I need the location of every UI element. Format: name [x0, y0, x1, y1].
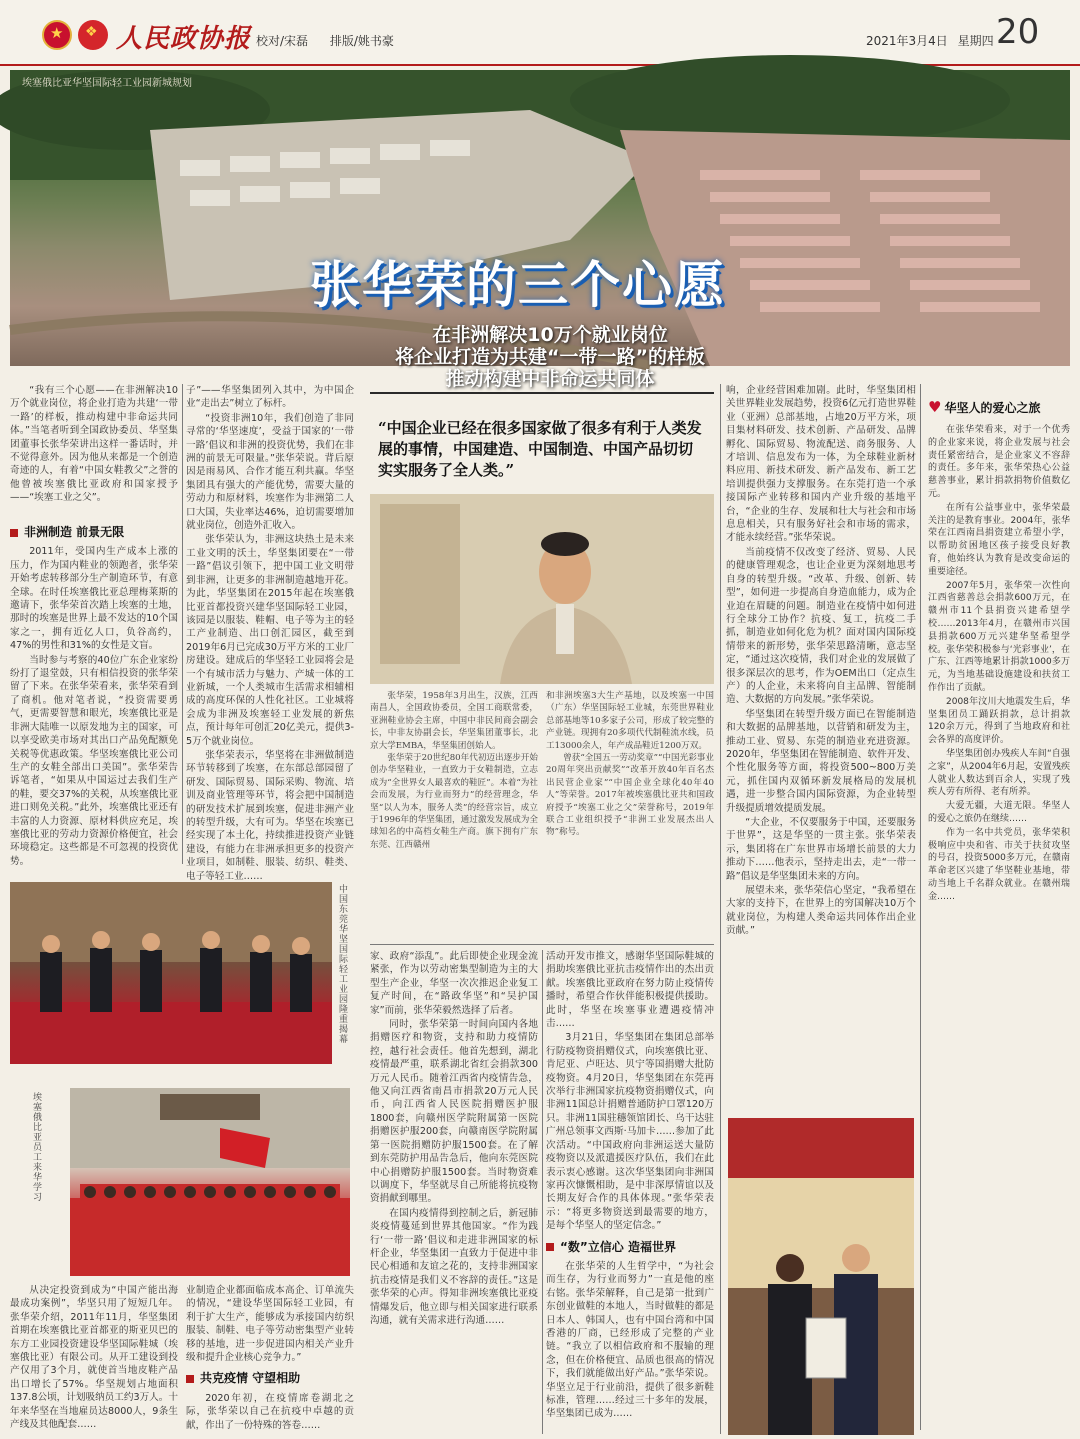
paragraph: 张华荣表示，华坚将在非洲做制造环节转移到了埃塞，在东部总部园留了研发、国际贸易、国际采购、物流、培训及商业管理等环节，将会把中国制造的研发技术扩展到埃塞，促进非洲产业的转型升级，大有可为。华坚在埃塞已经实现了本土化，持续推进投资产业链建设，有能力在非洲承担更多的投资产业项目，如制鞋、服装、纺织、鞋类、电子等轻工业……	[186, 749, 354, 882]
bio-column-left	[370, 690, 538, 940]
paragraph: 在张华荣的人生哲学中，“为社会而生存，为行业而努力”一直是他的座右铭。张华荣解释，自己是第一批到广东创业做鞋的本地人，当时做鞋的都是日本人、韩国人，也有中国台湾和中国香港的厂商，已经形成了完整的产业链。“我立了以相信政府和不服输的理念，但在价格便宜、品质也很高的情况下，我们就能做出好产品。”张华荣说。华坚立足于行业前沿，提供了很多新鞋标准，管理……经过三十多年的发展，华坚集团已成为……	[546, 1260, 714, 1420]
section-heading-text: 非洲制造 前景无限	[24, 525, 125, 539]
paragraph: 在张华荣看来，对于一个优秀的企业家来说，将企业发展与社会责任紧密结合，是企业家义不容辞的责任。多年来，张华荣热心公益慈善事业，累计捐款捐物价值数亿元。	[928, 425, 1070, 499]
article-column-6	[928, 424, 1070, 1430]
section-marker-icon	[546, 1243, 554, 1251]
subtitle-1: 在非洲解决10万个就业岗位	[432, 324, 668, 346]
column-divider	[720, 384, 721, 1434]
article-column-2-bottom	[186, 1284, 354, 1434]
signing-scene	[728, 1118, 914, 1435]
section-heading-text: 共克疫情 守望相助	[200, 1371, 301, 1386]
issue-weekday: 星期四	[957, 34, 994, 48]
paragraph: 2011年，受国内生产成本上涨的压力，作为国内鞋业的领跑者，张华荣开始考虑转移部分生产制造环节，有意全球。在时任埃塞俄比亚总理梅莱斯的邀请下，张华荣首次踏上埃塞的土地，那时的埃塞是世界上最不发达的10个国家之一，拥有近亿人口，负谷高约，47%的男性和31%的女性是文盲。	[10, 546, 178, 652]
subtitle-3: 推动构建中非命运共同体	[445, 368, 655, 390]
group-photo	[70, 1088, 350, 1276]
paragraph: 2020年初，在疫情席卷湖北之际，张华荣以自己在抗疫中卓越的贡献，作出了一份特殊的答卷……	[186, 1392, 354, 1431]
bio-divider	[370, 944, 714, 945]
section-marker-icon	[186, 1375, 194, 1383]
section-heading-love	[928, 398, 1040, 416]
national-emblem-icon	[42, 20, 72, 50]
paragraph: “投资非洲10年，我们创造了非同寻常的‘华坚速度’，受益于国家的‘一带一路’倡议和非洲的投资优势，我们在非洲的前景无可限量。”张华荣说。背后原因是雨易风、合作才能互利共赢。华坚集团具有强大的产能优势，需要大量的劳动力和原材料，埃塞作为非洲第二人口大国，失业率达46%，迫切需要增加就业岗位，创造外汇收入。	[186, 412, 354, 532]
bio-paragraph: 张华荣于20世纪80年代初迈出逐步开始创办华坚鞋业，一直致力于女鞋制造，立志成为“全世界女人最喜欢的鞋匠”。本着“为社会而发展，为行业而努力”的经营理念，华坚“以人为本，服务人类”的经营宗旨，成立于1996年的华坚集团，通过激发发展成为全球知名的中高档女鞋生产商。旗下拥有广东东莞、江西赣州	[370, 753, 538, 850]
article-column-1-bottom	[10, 1284, 178, 1434]
bio-paragraph: 和非洲埃塞3大生产基地，以及埃塞一中国（广东）华坚国际轻工业城，东莞世界鞋业总部基地等10多家子公司，形成了较完整的产业链。现拥有20多项代代制鞋流水线，员工13000余人，年产成品鞋近1200万双。	[546, 691, 714, 751]
signing-ceremony-photo	[728, 1118, 914, 1435]
page-number: 20	[996, 12, 1040, 52]
pull-quote: “中国企业已经在很多国家做了很多有利于人类发展的事情，中国建造、中国制造、中国产品切切实实服务了全人类。”	[370, 392, 714, 488]
paragraph: 在所有公益事业中，张华荣最关注的是教育事业。2004年，张华荣在江西南昌捐资建立希望小学，以帮助贫困地区孩子接受良好教育，他始终认为教育是改变命运的重要途径。	[928, 502, 1070, 577]
article-column-3	[370, 950, 538, 1434]
bio-column-right	[546, 690, 714, 940]
section-marker-icon	[10, 529, 18, 537]
paragraph: 同时，张华荣第一时间向国内各地捐赠医疗和物资，支持和助力疫情防控，越行社会责任。他首先想到，湖北疫情最严重，联系湖北省红会捐款300万元人民币。随着江西省内疫情告急，他又向江西省南昌市捐款20万元人民币，向江西省人民医院捐赠医护服1800套，向赣州医学院附属第一医院捐赠医护服200套，向赣南医学院附属第一医院捐赠防护服1500套。在了解到东莞防护用品告急后，他向东莞医院中心捐赠防护服1500套。当时物资难以调度下，华坚就尽自己所能将抗疫物资捐献到哪里。	[370, 1019, 538, 1205]
section-heading-fight	[186, 1372, 354, 1385]
paragraph: 从决定投资到成为“中国产能出海最成功案例”，华坚只用了短短几年。张华荣介绍，2011年11月，华坚集团首期在埃塞俄比亚首都亚的斯亚贝巴的东方工业园投资建设华坚国际鞋城（埃塞俄比亚）有限公司。从开工建设到投产仅用了3个月，就使首当地皮鞋产品出口增长了57%。华坚规划占地面积137.8公顷，计划吸纳员工约3万人。十年来华坚在当地雇员达8000人，9条生产线及其他配套……	[10, 1285, 178, 1431]
bio-paragraph: 张华荣，1958年3月出生，汉族，江西南昌人，全国政协委员，全国工商联常委，亚洲鞋业协会主席，中国中非民间商会副会长，中非友协副会长，华坚集团董事长，北京大学EMBA，华坚集团创始人。	[370, 691, 538, 751]
article-column-1-section	[10, 518, 178, 867]
paragraph: “我有三个心愿——在非洲解决10万个就业岗位，将企业打造为共建‘一带一路’的样板，推动构建中非命运共同体。”当笔者听到全国政协委员、华坚集团董事长张华荣讲出这样一番话时，并不觉得意外。因为他从来都是一个创造奇迹的人，有着“中国女鞋教父”之誉的他曾被埃塞俄比亚政府和国家授予——“埃塞工业之父”。	[10, 385, 178, 504]
ceremony-photo	[10, 882, 332, 1064]
section-heading-text: “数”立信心 造福世界	[560, 1239, 676, 1254]
bio-paragraph: 曾获“全国五一劳动奖章”“中国光彩事业20周年突出贡献奖”“改革开放40年百名杰出民营企业家”“中国企业全球化40年40人”等荣誉。2017年被埃塞俄比亚共和国政府授予“埃塞工业之父”荣誉称号，2019年联合工业组织授予“非洲工业发展杰出人物”称号。	[546, 753, 714, 838]
column-divider	[542, 950, 543, 1434]
paragraph: 3月21日，华坚集团在集团总部举行防疫物资捐赠仪式，向埃塞俄比亚、肯尼亚、卢旺达、贝宁等国捐赠大批防疫物资。4月20日，华坚集团在东莞再次举行非洲国家抗疫物资捐赠仪式，向非洲11国总计捐赠普通防护口罩120万只。非洲11国驻穗领馆团长、乌干达驻广州总领事文西斯·马加卡……参加了此次活动。“中国政府向非洲运送大量防疫物资以及派遣援医疗队伍，我们在此表示衷心感谢。这次华坚集团向非洲国家再次慷慨相助，是中非深厚情谊以及长期友好合作的具体体现。”张华荣表示：“将更多物资送到最需要的地方，是每个华坚人的坚定信念。”	[546, 1032, 714, 1232]
paragraph: 作为一名中共党员，张华荣积极响应中央和省、市关于扶贫攻坚的号召，投资5000多万元，在赣南革命老区兴建了华坚鞋业基地，带动当地上千名群众就业。在赣州瑞金……	[928, 827, 1070, 902]
paragraph: 子”——华坚集团列入其中，为中国企业“走出去”树立了标杆。	[186, 385, 354, 410]
paragraph: 展望未来，张华荣信心坚定，“我希望在大家的支持下，在世界上的穷国解决10万个就业岗位，为构建人类命运共同体作出企业贡献。”	[726, 885, 916, 937]
layout-credit: 排版/姚书豪	[329, 34, 394, 48]
group-caption: 埃塞俄比亚员工来华学习	[31, 1092, 41, 1202]
paragraph: 华坚集团在转型升级方面已在智能制造和大数据的品牌基地，以营销和研发为主，推动工业、贸易、东莞的制造业充进资源。2020年，华坚集团在智能制造、软件开发、个性化服务等方面，将投资500~800万美元，抓住国内双循环新发展格局的发展机遇，进一步整合国内国际资源，为企业转型升级提质增效提质发展。	[726, 708, 916, 814]
paragraph: 当前疫情不仅改变了经济、贸易、人民的健康管理观念，也让企业更为深刻地思考自身的转型升级。“改革、升级、创新、转型”，如何进一步提高自身造血能力，成为企业迫在眉睫的问题。制造业在疫情中如何进行全球分工协作？抗疫、复工，抗疫二手抓，制造业如何化危为机？面对国内国际疫情带来的新形势，张华荣思路清晰，意志坚定，“通过这次疫情，我们对企业的发展做了很多深层次的思考，作为OEM出口（定点生产）的人企业，未来将向自主品牌、智能制造、大数据的方向发展。”张华荣说。	[726, 546, 916, 706]
paragraph: “大企业，不仅要服务于中国，还要服务于世界”，这是华坚的一贯主张。张华荣表示，集团将在广东世界市场增长前景的大力推动下……他表示，坚持走出去，走“一带一路”倡议是华坚集团未来的方向。	[726, 817, 916, 882]
section-heading-text: 华坚人的爱心之旅	[944, 401, 1041, 415]
column-divider	[920, 384, 921, 1430]
cppcc-emblem-icon	[78, 20, 108, 50]
paragraph: 业制造企业都面临成本高企、订单流失的情况，“建设华坚国际轻工业园，有利于扩大生产，能够成为承接国内纺织服装、制鞋、电子等劳动密集型产业转移的基地，进一步促进国内相关产业升级和提升企业核心竞争力。”	[186, 1285, 354, 1364]
portrait-photo	[370, 494, 714, 684]
ceremony-scene	[10, 882, 332, 1064]
portrait-figure	[370, 494, 714, 684]
section-heading-digital	[546, 1241, 714, 1254]
column-divider	[182, 384, 183, 864]
heart-icon: ♥	[928, 398, 942, 416]
paragraph: 2007年5月，张华荣一次性向江西省慈善总会捐款600万元，在赣州市11个县捐资兴建希望学校……2013年4月，在赣州市兴国县捐款600万元兴建华坚希望学校。张华荣积极参与‘光彩事业’，在广东、江西等地累计捐款1000多万元，为当地基础设施建设和扶贫工作作出了贡献。	[928, 580, 1070, 693]
group-scene	[70, 1088, 350, 1276]
paragraph: 华坚集团创办残疾人车间“自强之家”，从2004年6月起，安置残疾人就业人数达到百余人，实现了残疾人劳有所得、老有所养。	[928, 748, 1070, 798]
paragraph: 在国内疫情得到控制之后，新冠肺炎疫情蔓延到世界其他国家。“作为践行‘一带一路’倡议和走进非洲国家的标杆企业，华坚集团一直致力于促进中非民心相通和友谊之花的，支持非洲国家抗击疫情是我们义不容辞的责任。”这是张华荣的心声。得知非洲埃塞俄比亚疫情爆发后，他立即与相关国家进行联系沟通，就有关需求进行沟通……	[370, 1207, 538, 1326]
issue-date	[866, 32, 1000, 49]
article-column-2	[186, 384, 354, 882]
section-heading-africa	[10, 526, 178, 539]
hero-caption: 埃塞俄比亚华坚国际轻工业园新城规划	[22, 78, 192, 89]
paragraph: 家、政府“添乱”。此后即使企业现金流紧张，作为以劳动密集型制造为主的大型生产企业，华坚一次次推迟企业复工复产时间，在“路政华坚”和“吴护国家”而前，张华荣毅然选择了后者。	[370, 951, 538, 1016]
paragraph: 大爱无疆，大道无限。华坚人的爱心之旅仍在继续……	[928, 801, 1070, 824]
hero-aerial-photo	[10, 70, 1070, 390]
paragraph: 张华荣认为，非洲这块热土是未来工业文明的沃土，华坚集团要在“一带一路”倡议引领下，把中国工业文明带到非洲，让更多的非洲制造越地开花。为此，华坚集团在2015年起在埃塞俄比亚首都投资兴建华坚国际轻工业园，该园是以服装、鞋帽、电子等为主的轻工产业制造、出口创汇园区，截至到2019年6月已完成30万平方米的工业厂房建设。建成后的华坚轻工业园将会是一个有城市活力与魅力、产城一体的工业新城，一个人类城市生活需求相辅相成的高度环保的人性化社区。工业城将会成为非洲及埃塞轻工业发展的新焦点，预计每年可创汇20亿美元，提供3-5万个就业岗位。	[186, 534, 354, 747]
page-credits	[256, 32, 412, 49]
paragraph: 2008年汶川大地震发生后，华坚集团员工踊跃捐款，总计捐款120余万元，得到了当地政府和社会各界的高度评价。	[928, 696, 1070, 746]
paragraph: 活动开发市推文，感谢华坚国际鞋城的捐助埃塞俄比亚抗击疫情作出的杰出贡献。埃塞俄比亚政府在努力防止疫情传播时，希望合作伙伴能积极提供援助。此时，华坚在埃塞事业遭遇疫情冲击……	[546, 951, 714, 1030]
paragraph: 当时参与考察的40位广东企业家纷纷打了退堂鼓，只有相信投资的张华荣留了下来。在张华荣看来，张华荣看到了商机。他对笔者说，“投资需要勇气，更需要智慧和眼光，埃塞俄比亚是非洲大陆唯一以原发地为主的国家，可以享受欧美市场对其出口产品免配额免关税等优惠政策。华坚埃塞俄比亚公司生产的女鞋全部出口美国”。张华荣告诉笔者，“如果从中国运过去我们生产的鞋，要交37%的关税，从埃塞俄比亚进口则免关税。”此外，埃塞俄比亚还有丰富的人力资源、原材料供应充足，埃塞俄比亚的劳动力资源价格便宜，社会环境稳定。这些都是不可忽视的投资优势。	[10, 654, 178, 867]
paragraph: 响，企业经营困难加剧。此时，华坚集团相关世界鞋业发展趋势，投资6亿元打造世界鞋业（亚洲）总部基地，占地20万平方米，项目集材料研发、技术创新、产品研发、品牌孵化、国际贸易、物流配送、商务服务、人才培训、信息发布为一体，为全球鞋业新材料应用、新技术研发、新产品发布、新工艺培训提供强力支撑服务。在东莞打造一个承接国际产业转移和国内产业升级的基地平台，“企业的生存、发展和壮大与社会和市场息息相关，只有服务好社会和市场的需求，才能永续经营。”张华荣说。	[726, 385, 916, 544]
article-headline: 张华荣的三个心愿	[310, 256, 726, 314]
article-column-4	[546, 950, 714, 1434]
issue-date-text: 2021年3月4日	[866, 34, 948, 48]
newspaper-name: 人民政协报	[116, 24, 252, 54]
article-column-5	[726, 384, 916, 1114]
subtitle-2: 将企业打造为共建“一带一路”的样板	[395, 346, 705, 368]
ceremony-caption: 中国东莞华坚国际轻工业园隆重揭幕	[337, 884, 347, 1044]
article-column-1-intro	[10, 384, 178, 518]
proofreader-credit: 校对/宋磊	[256, 34, 309, 48]
masthead	[0, 0, 1080, 66]
